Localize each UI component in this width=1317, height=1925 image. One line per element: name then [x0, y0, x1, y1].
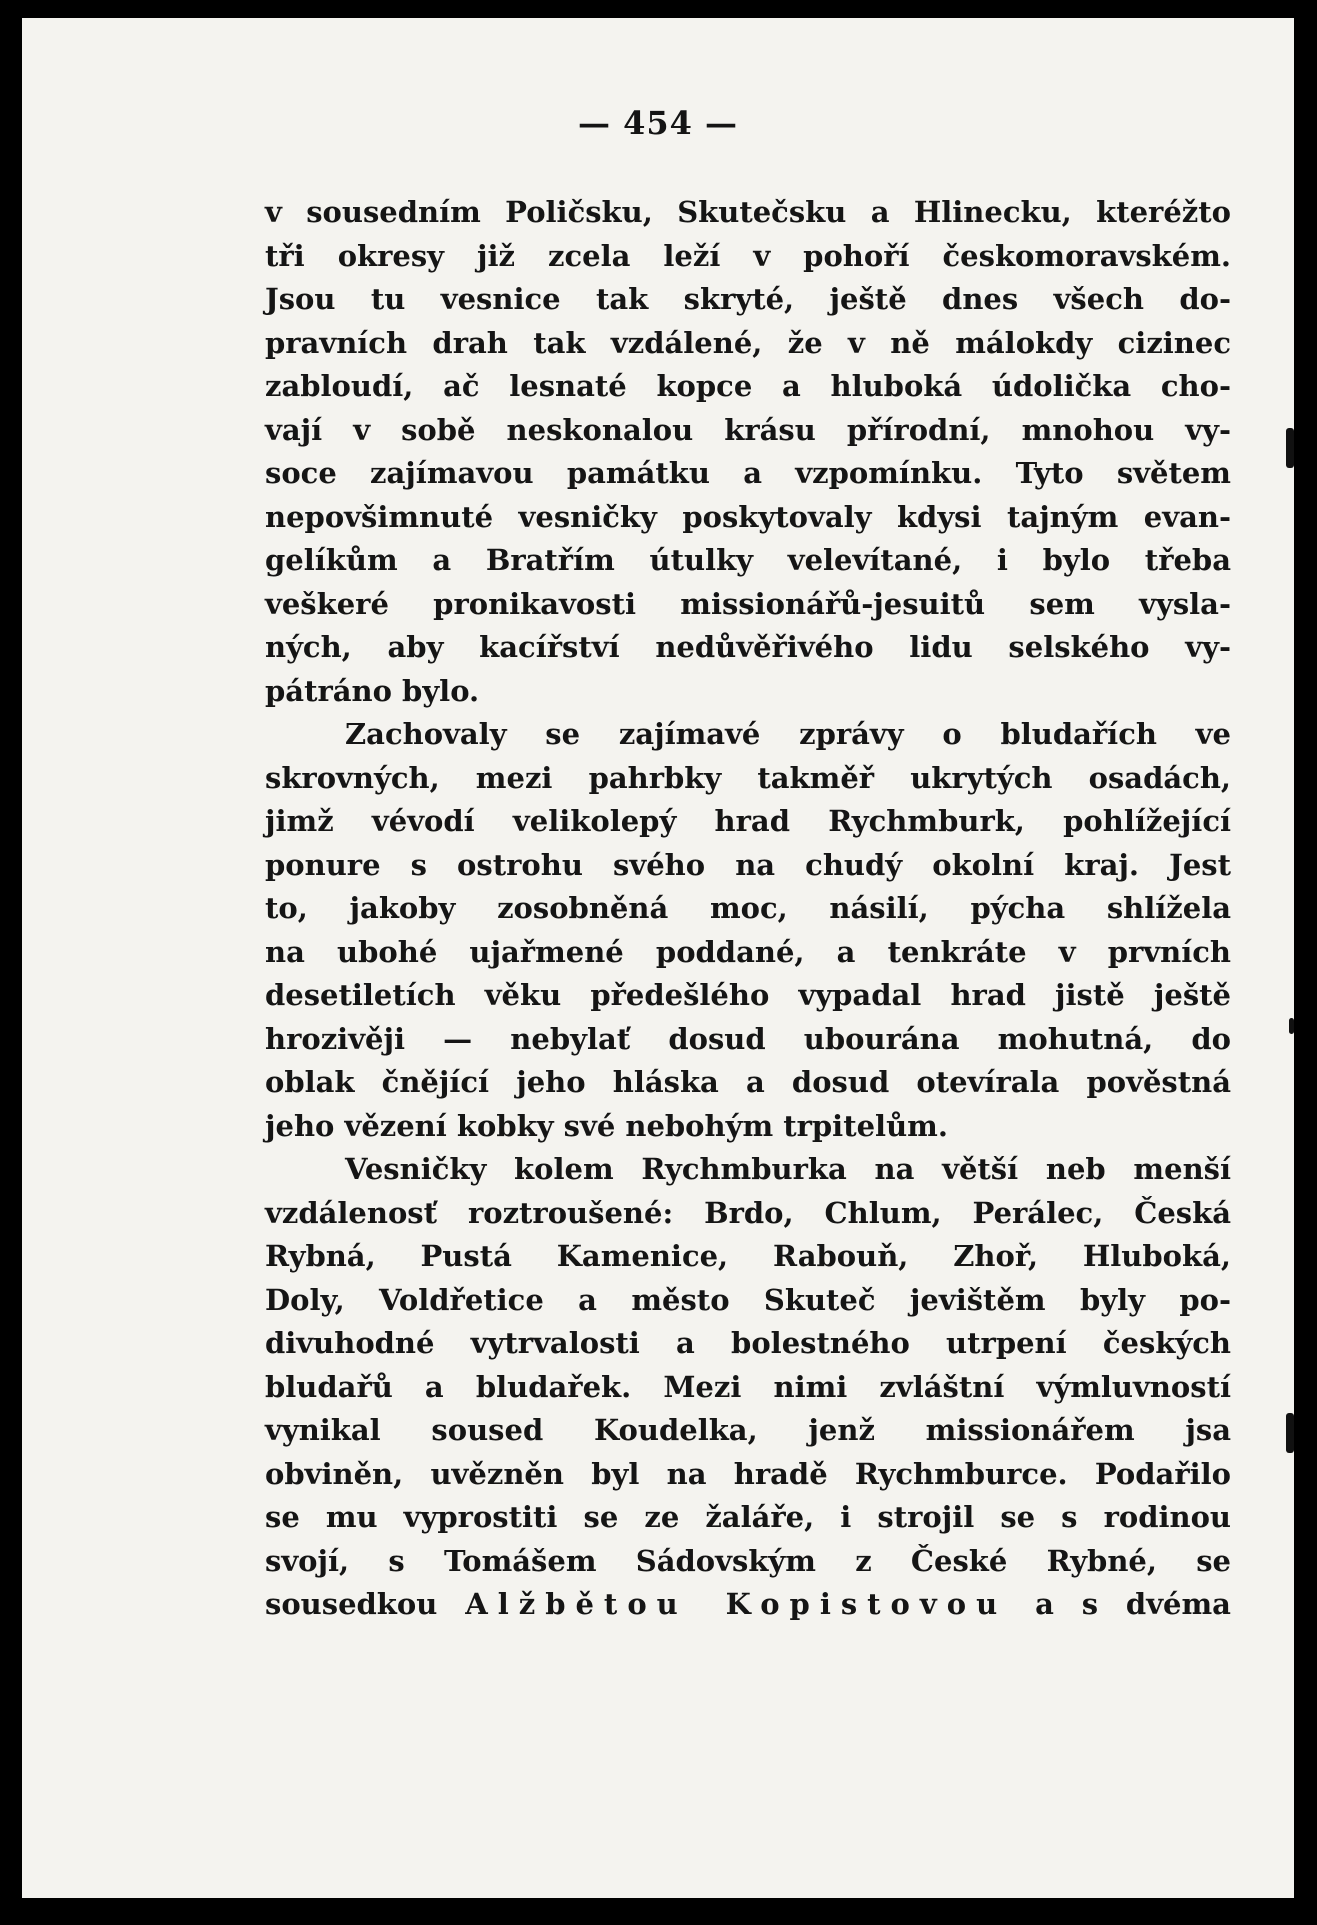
binding-mark — [1286, 1413, 1294, 1453]
emphasized-name: Alžbětou Kopistovou — [465, 1587, 1008, 1621]
text-line: Doly, Voldřetice a město Skuteč jevištěm byly po- — [265, 1282, 1231, 1317]
binding-mark — [1286, 428, 1294, 468]
text-line: skrovných, mezi pahrbky takměř ukrytých osadách, — [265, 760, 1231, 795]
text-line: vzdálenosť roztroušené: Brdo, Chlum, Perálec, Česká — [265, 1195, 1231, 1230]
paragraph-1 — [265, 191, 1231, 713]
text-line: ponure s ostrohu svého na chudý okolní kraj. Jest — [265, 847, 1231, 882]
page-number: — 454 — — [577, 104, 739, 142]
text-line: tři okresy již zcela leží v pohoří českomoravském. — [265, 238, 1231, 273]
text-line: nepovšimnuté vesničky poskytovaly kdysi tajným evan- — [265, 499, 1231, 534]
text-line: pátráno bylo. — [265, 673, 480, 708]
text-line: svojí, s Tomášem Sádovským z České Rybné, se — [265, 1543, 1231, 1578]
text-line: jeho vězení kobky své nebohým trpitelům. — [265, 1108, 948, 1143]
body-text — [265, 191, 1231, 1627]
text-line: Vesničky kolem Rychmburka na větší neb menší — [345, 1152, 1231, 1186]
text-line: vynikal soused Koudelka, jenž missionářem jsa — [265, 1413, 1231, 1447]
text-line: hrozivěji — nebylať dosud ubourána mohutná, do — [265, 1021, 1231, 1056]
text-line: Jsou tu vesnice tak skryté, ještě dnes všech do- — [265, 282, 1231, 316]
binding-mark — [1289, 1018, 1294, 1034]
text-line: pravních drah tak vzdálené, že v ně málokdy cizinec — [265, 325, 1231, 360]
text-line: Rybná, Pustá Kamenice, Rabouň, Zhoř, Hluboká, — [265, 1239, 1231, 1273]
text-line: se mu vyprostiti se ze žaláře, i strojil se s rodinou — [265, 1500, 1231, 1534]
text-line: v sousedním Poličsku, Skutečsku a Hlinecku, kteréžto — [265, 195, 1231, 229]
text-line: vají v sobě neskonalou krásu přírodní, mnohou vy- — [265, 412, 1231, 447]
paragraph-2 — [265, 713, 1231, 1148]
text-line: na ubohé ujařmené poddané, a tenkráte v prvních — [265, 934, 1231, 969]
text-line: zabloudí, ač lesnaté kopce a hluboká údolička cho- — [265, 369, 1231, 403]
final-line-after: a s dvéma — [1035, 1587, 1231, 1621]
text-line: jimž vévodí velikolepý hrad Rychmburk, pohlížející — [265, 804, 1231, 838]
text-line: oblak čnějící jeho hláska a dosud otevírala pověstná — [265, 1065, 1231, 1099]
final-line-before: sousedkou — [265, 1587, 438, 1621]
text-line: veškeré pronikavosti missionářů-jesuitů sem vysla- — [265, 586, 1231, 621]
text-line: ných, aby kacířství nedůvěřivého lidu selského vy- — [265, 630, 1231, 664]
text-line: divuhodné vytrvalosti a bolestného utrpení českých — [265, 1326, 1231, 1360]
text-line: Zachovaly se zajímavé zprávy o bludařích ve — [345, 717, 1231, 751]
text-line-final — [265, 1583, 1231, 1627]
text-line: gelíkům a Bratřím útulky velevítané, i bylo třeba — [265, 543, 1231, 577]
text-line: obviněn, uvězněn byl na hradě Rychmburce. Podařilo — [265, 1456, 1231, 1491]
paragraph-3 — [265, 1148, 1231, 1627]
text-line: to, jakoby zosobněná moc, násilí, pýcha shlížela — [265, 891, 1231, 925]
book-page — [22, 18, 1294, 1898]
text-line: bludařů a bludařek. Mezi nimi zvláštní výmluvností — [265, 1369, 1231, 1404]
text-line: desetiletích věku předešlého vypadal hrad jistě ještě — [265, 978, 1231, 1012]
text-line: soce zajímavou památku a vzpomínku. Tyto světem — [265, 456, 1231, 490]
